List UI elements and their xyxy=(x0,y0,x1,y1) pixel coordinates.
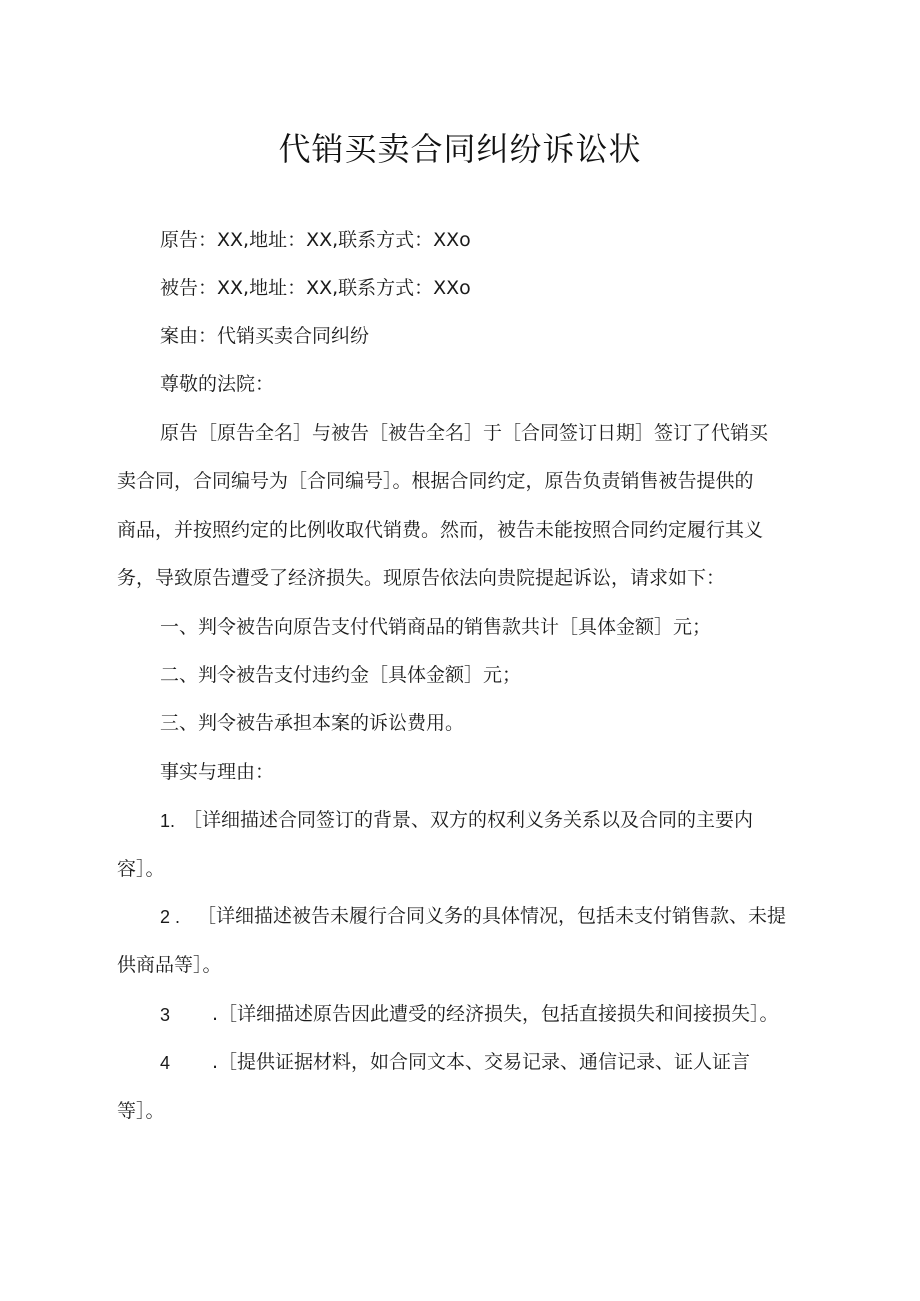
fact-4-line-2: 等］。 xyxy=(117,1100,165,1122)
cause-line: 案由：代销买卖合同纠纷 xyxy=(160,325,370,347)
plaintiff-line: 原告：XX,地址：XX,联系方式：XXo xyxy=(160,229,471,251)
intro-line-2: 卖合同，合同编号为［合同编号］。根据合同约定，原告负责销售被告提供的 xyxy=(117,470,754,492)
fact-2-number: 2 . xyxy=(160,907,181,927)
fact-3-line-1: .［详细描述原告因此遭受的经济损失，包括直接损失和间接损失］。 xyxy=(212,1003,779,1025)
claim-3: 三、判令被告承担本案的诉讼费用。 xyxy=(160,712,465,734)
claim-2: 二、判令被告支付违约金［具体金额］元； xyxy=(160,664,522,686)
intro-line-1: 原告［原告全名］与被告［被告全名］于［合同签订日期］签订了代销买 xyxy=(160,422,769,444)
fact-4-number: 4 xyxy=(160,1053,171,1073)
fact-4-line-1: .［提供证据材料，如合同文本、交易记录、通信记录、证人证言 xyxy=(212,1051,751,1073)
fact-2-line-1: ［详细描述被告未履行合同义务的具体情况，包括未支付销售款、未提 xyxy=(197,905,787,927)
fact-2-line-2: 供商品等］。 xyxy=(117,954,222,976)
salutation-line: 尊敬的法院： xyxy=(160,373,275,395)
fact-3-number: 3 xyxy=(160,1005,171,1025)
intro-line-3: 商品，并按照约定的比例收取代销费。然而，被告未能按照合同约定履行其义 xyxy=(117,519,764,541)
document-title: 代销买卖合同纠纷诉讼状 xyxy=(278,130,642,168)
facts-heading: 事实与理由： xyxy=(160,761,275,783)
claim-1: 一、判令被告向原告支付代销商品的销售款共计［具体金额］元； xyxy=(160,616,712,638)
fact-1-number: 1. xyxy=(160,811,176,831)
fact-1-line-2: 容］。 xyxy=(117,858,165,880)
fact-1-line-1: ［详细描述合同签订的背景、双方的权利义务关系以及合同的主要内 xyxy=(183,809,754,831)
intro-line-4: 务，导致原告遭受了经济损失。现原告依法向贵院提起诉讼，请求如下： xyxy=(117,567,726,589)
defendant-line: 被告：XX,地址：XX,联系方式：XXo xyxy=(160,277,471,299)
